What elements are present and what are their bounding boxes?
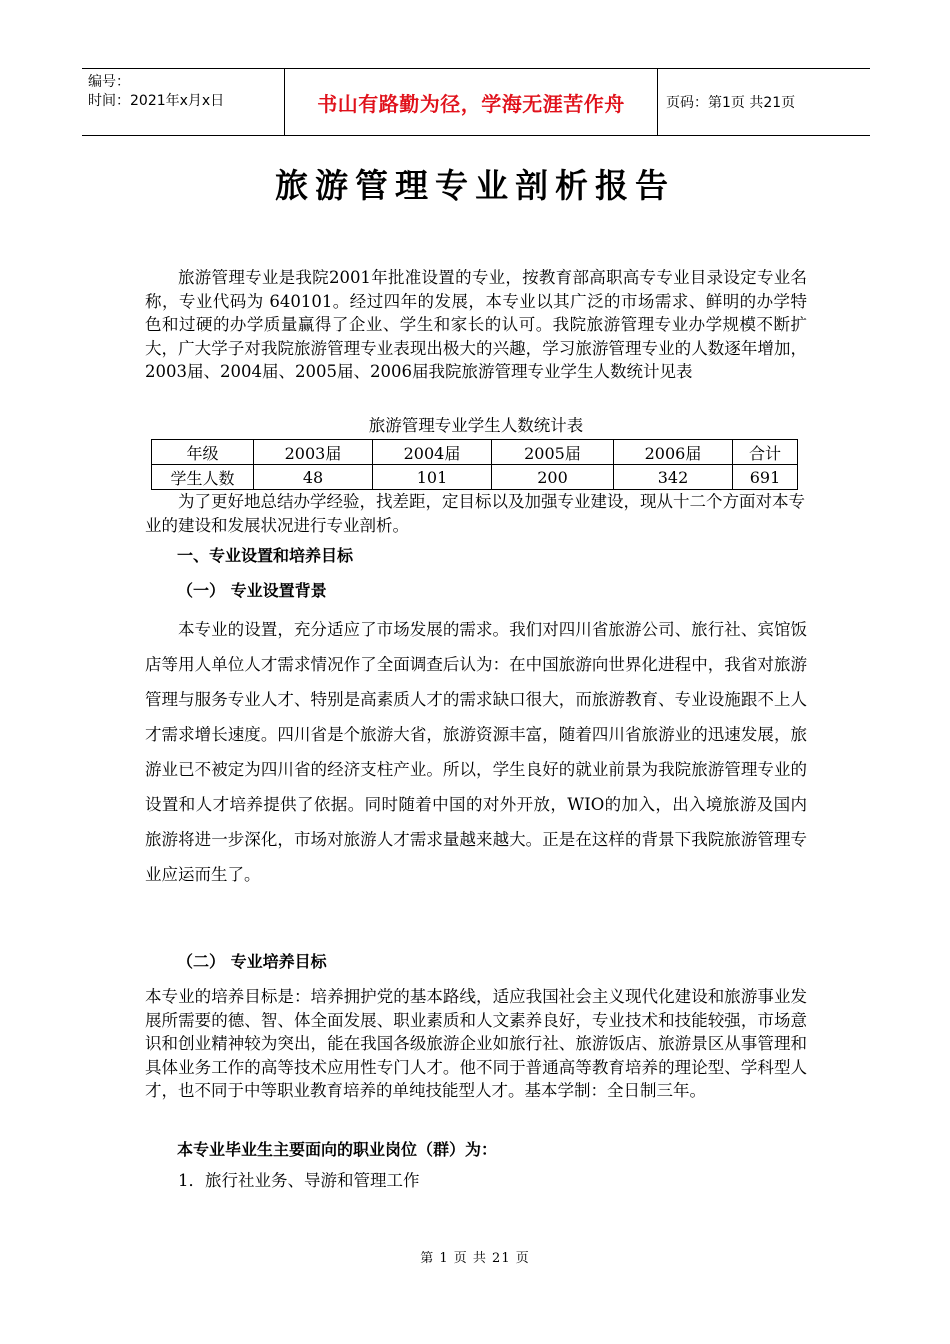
job-list-item: 1．旅行社业务、导游和管理工作 [178, 1171, 420, 1190]
table-cell: 342 [614, 465, 733, 490]
table-header-row [152, 440, 798, 465]
table-cell: 48 [254, 465, 373, 490]
table-cell: 2005届 [492, 440, 614, 465]
table-cell: 101 [373, 465, 492, 490]
time-label: 时间：2021年x月x日 [88, 93, 225, 109]
subsection-heading-2: （二） 专业培养目标 [177, 952, 327, 971]
table-row [152, 465, 798, 490]
goal-paragraph: 本专业的培养目标是：培养拥护党的基本路线，适应我国社会主义现代化建设和旅游事业发展所需要的德、智、体全面发展、职业素质和人文素养良好，专业技术和技能较强，市场意识和创业精神较为突出，能在我国各级旅游企业如旅行社、旅游饭店、旅游景区从事管理和具体业务工作的高等技术应用性专门人才。他不同于普通高等教育培养的理论型、学科型人才，也不同于中等职业教育培养的单纯技能型人才。基本学制：全日制三年。 [145, 987, 807, 1100]
table-cell: 学生人数 [152, 465, 254, 490]
subsection-heading-1: （一） 专业设置背景 [177, 581, 327, 600]
table-cell: 691 [733, 465, 798, 490]
document-header [82, 68, 870, 136]
header-page-info: 页码：第1页 共21页 [666, 95, 796, 111]
code-label: 编号： [88, 74, 130, 90]
table-cell: 年级 [152, 440, 254, 465]
jobs-heading: 本专业毕业生主要面向的职业岗位（群）为： [177, 1140, 498, 1159]
student-count-table [151, 439, 798, 490]
table-cell: 2004届 [373, 440, 492, 465]
section-heading-1: 一、专业设置和培养目标 [177, 546, 354, 565]
analysis-paragraph: 为了更好地总结办学经验，找差距，定目标以及加强专业建设，现从十二个方面对本专业的建设和发展状况进行专业剖析。 [145, 492, 805, 535]
table-cell: 2003届 [254, 440, 373, 465]
page-title: 旅游管理专业剖析报告 [275, 166, 675, 205]
header-motto: 书山有路勤为径，学海无涯苦作舟 [284, 69, 658, 135]
intro-paragraph: 旅游管理专业是我院2001年批准设置的专业，按教育部高职高专专业目录设定专业名称，专业代码为 640101。经过四年的发展，本专业以其广泛的市场需求、鲜明的办学特色和过硬的办学质量赢得了企业、学生和家长的认可。我院旅游管理专业办学规模不断扩大，广大学子对我院旅游管理专业表现出极大的兴趣，学习旅游管理专业的人数逐年增加，2003届、2004届、2005届、2006届我院旅游管理专业学生人数统计见表 [145, 268, 807, 381]
background-paragraph: 本专业的设置，充分适应了市场发展的需求。我们对四川省旅游公司、旅行社、宾馆饭店等用人单位人才需求情况作了全面调查后认为：在中国旅游向世界化进程中，我省对旅游管理与服务专业人才、特别是高素质人才的需求缺口很大，而旅游教育、专业设施跟不上人才需求增长速度。四川省是个旅游大省，旅游资源丰富，随着四川省旅游业的迅速发展，旅游业已不被定为四川省的经济支柱产业。所以，学生良好的就业前景为我院旅游管理专业的设置和人才培养提供了依据。同时随着中国的对外开放，WIO的加入，出入境旅游及国内旅游将进一步深化，市场对旅游人才需求量越来越大。正是在这样的背景下我院旅游管理专业应运而生了。 [145, 620, 807, 884]
table-cell: 2006届 [614, 440, 733, 465]
table-cell: 200 [492, 465, 614, 490]
table-cell: 合计 [733, 440, 798, 465]
header-meta [82, 69, 284, 135]
page-footer: 第 1 页 共 21 页 [420, 1251, 530, 1266]
table-caption: 旅游管理专业学生人数统计表 [368, 416, 584, 435]
